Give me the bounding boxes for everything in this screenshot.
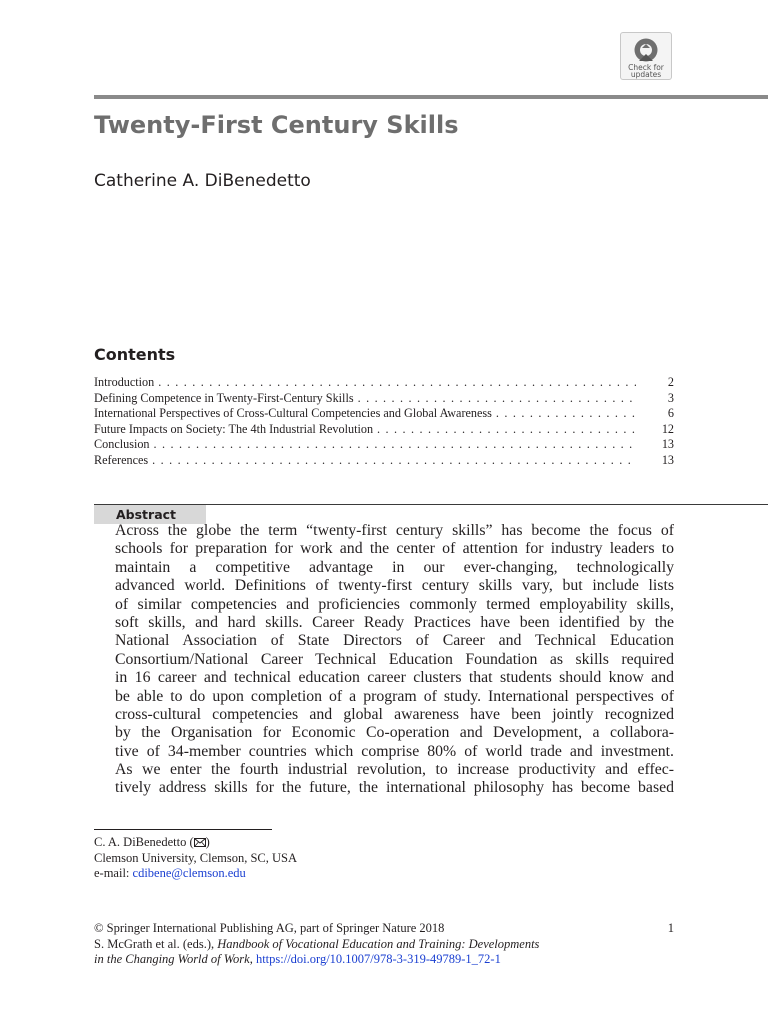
citation-line: S. McGrath et al. (eds.), Handbook of Vocational Education and Training: Developments xyxy=(94,936,540,951)
toc-entry[interactable] xyxy=(94,391,674,407)
book-title-continued: in the Changing World of Work xyxy=(94,952,250,967)
toc-entry-page: 13 xyxy=(661,437,674,452)
toc-entry[interactable] xyxy=(94,375,674,391)
toc-entry[interactable] xyxy=(94,437,674,453)
abstract-line: by the Organisation for Economic Co-operation and Development, a collabora- xyxy=(115,724,674,742)
abstract-line: schools for preparation for work and the center of attention for industry leaders to xyxy=(115,540,674,558)
footnote-rule xyxy=(94,829,272,830)
abstract-line: As we enter the fourth industrial revolution, to increase productivity and effec- xyxy=(115,761,674,779)
page-number: 1 xyxy=(667,921,674,935)
toc-leader xyxy=(377,422,636,438)
toc-entry[interactable] xyxy=(94,453,674,469)
author-name: Catherine A. DiBenedetto xyxy=(94,171,311,191)
author-footnote xyxy=(94,835,297,882)
toc-entry-label[interactable]: Conclusion xyxy=(94,437,150,452)
check-for-updates-badge[interactable] xyxy=(620,32,672,80)
footnote-author-line: C. A. DiBenedetto ( ) xyxy=(94,835,210,849)
doi-link[interactable]: https://doi.org/10.1007/978-3-319-49789-1_72-1 xyxy=(255,952,501,967)
footnote-author: C. A. DiBenedetto ( xyxy=(94,835,194,849)
abstract-label: Abstract xyxy=(116,507,177,522)
abstract-line: soft skills, and hard skills. Career Ready Practices have been identified by the xyxy=(115,613,674,631)
abstract-line: advanced world. Definitions of twenty-first century skills vary, but include lists xyxy=(115,577,674,595)
table-of-contents xyxy=(94,375,674,469)
footnote-email-line xyxy=(94,866,297,882)
toc-leader xyxy=(358,391,636,407)
toc-entry-label[interactable]: International Perspectives of Cross-Cultural Competencies and Global Awareness xyxy=(94,406,492,421)
check-for-updates-icon xyxy=(633,37,659,63)
abstract-line: of similar competencies and proficiencies commonly termed employability skills, xyxy=(115,595,674,613)
abstract-line: in 16 career and technical education career clusters that students should know and xyxy=(115,669,674,687)
toc-entry-page: 13 xyxy=(661,452,674,467)
abstract-line: tive of 34-member countries which comprise 80% of world trade and investment. xyxy=(115,742,674,760)
toc-entry-label[interactable]: Future Impacts on Society: The 4th Industrial Revolution xyxy=(94,421,374,436)
title-rule xyxy=(94,95,768,99)
toc-entry-page: 2 xyxy=(667,375,674,389)
toc-leader xyxy=(158,375,636,391)
toc-entry[interactable] xyxy=(94,406,674,422)
abstract-line: cross-cultural competencies and global awareness have been jointly recognized xyxy=(115,705,674,723)
envelope-icon[interactable] xyxy=(194,838,206,847)
email-link[interactable]: cdibene@clemson.edu xyxy=(132,866,246,881)
abstract-text xyxy=(115,522,674,798)
chapter-title: Twenty-First Century Skills xyxy=(94,111,459,139)
toc-entry-page: 3 xyxy=(667,390,674,405)
toc-leader xyxy=(496,406,636,422)
book-title: Handbook of Vocational Education and Training: Developments xyxy=(217,936,540,951)
footnote-affiliation: Clemson University, Clemson, SC, USA xyxy=(94,850,298,865)
abstract-line: National Association of State Directors of Career and Technical Education xyxy=(115,632,674,650)
copyright-line: © Springer International Publishing AG, part of Springer Nature 2018 xyxy=(94,921,445,935)
copyright-block xyxy=(94,921,539,968)
contents-heading: Contents xyxy=(94,345,176,364)
check-for-updates-text: Check for updates xyxy=(628,63,664,79)
toc-entry[interactable] xyxy=(94,422,674,438)
abstract-line: tively address skills for the future, the international philosophy has become based xyxy=(115,779,674,797)
toc-entry-label[interactable]: Defining Competence in Twenty-First-Century Skills xyxy=(94,390,354,405)
toc-entry-page: 12 xyxy=(661,421,674,436)
footnote-email-label: e-mail: xyxy=(94,866,133,881)
abstract-line: Consortium/National Career Technical Education Foundation as skills required xyxy=(115,650,674,668)
citation-line: in the Changing World of Work, https://doi.org/10.1007/978-3-319-49789-1_72-1 xyxy=(94,952,501,967)
toc-leader xyxy=(154,437,636,453)
toc-leader xyxy=(152,453,636,469)
abstract-line: be able to do upon completion of a program of study. International perspectives of xyxy=(115,687,674,705)
abstract-line: maintain a competitive advantage in our ever-changing, technologically xyxy=(115,558,674,576)
toc-entry-label[interactable]: Introduction xyxy=(94,375,155,389)
abstract-line: Across the globe the term “twenty-first century skills” has become the focus of xyxy=(115,522,674,539)
toc-entry-page: 6 xyxy=(667,406,674,421)
toc-entry-label[interactable]: References xyxy=(94,452,149,467)
